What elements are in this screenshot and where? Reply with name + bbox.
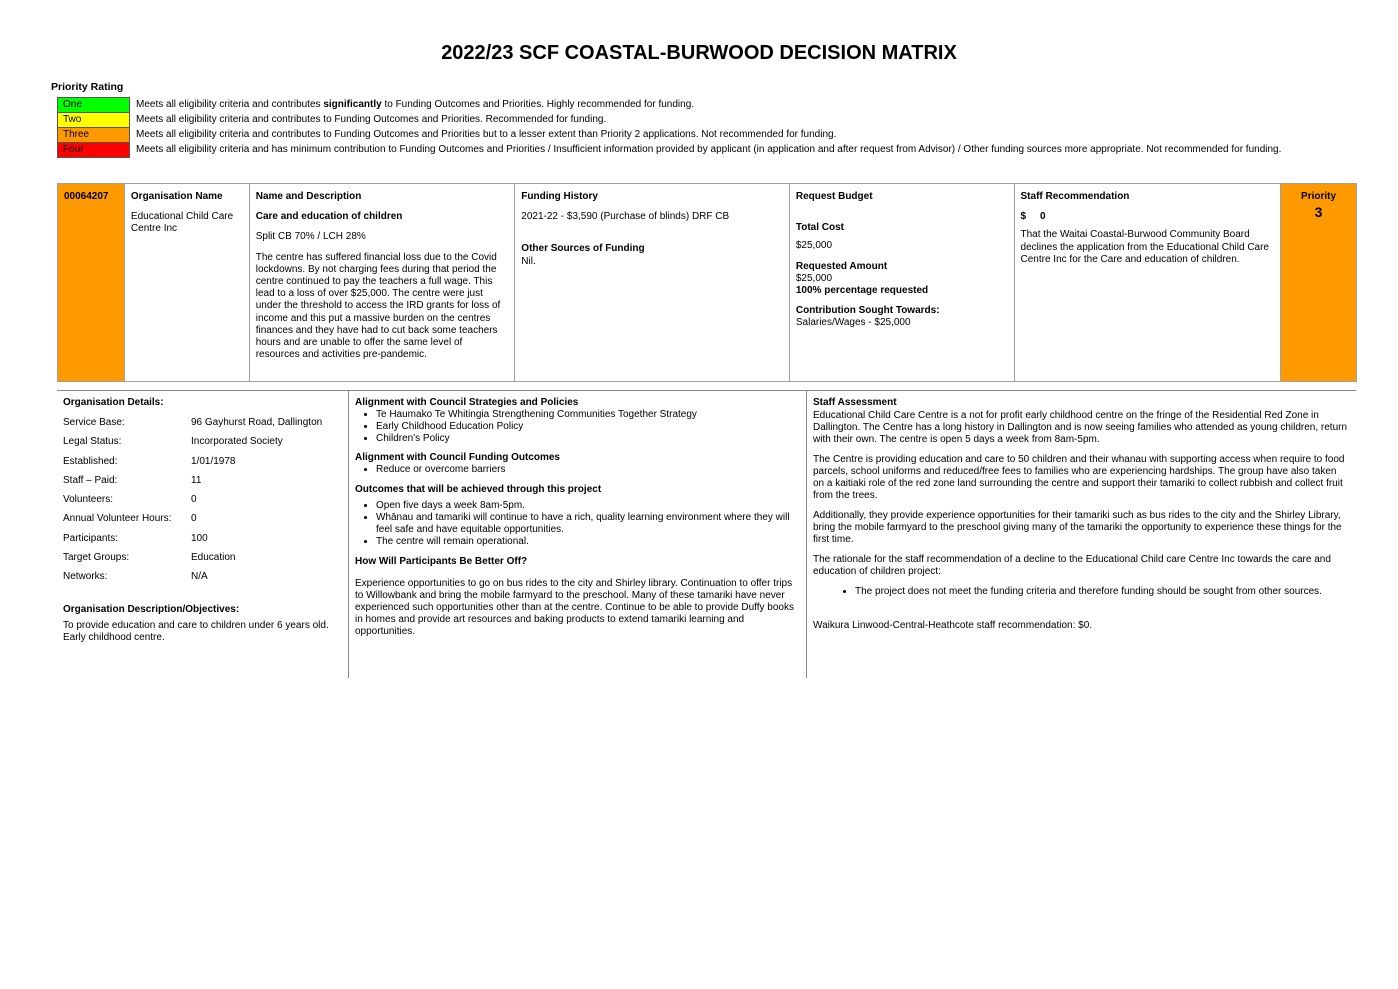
organisation-description-heading: Organisation Description/Objectives: — [63, 603, 240, 615]
percentage-requested: 100% percentage requested — [795, 285, 929, 297]
application-id: 00064207 — [64, 191, 109, 202]
staff-recommendation-text: That the Waitai Coastal-Burwood Community Board declines the application from the Educational Child Care Centre Inc for the Care and education of children. — [1020, 229, 1269, 265]
priority-rating-heading: Priority Rating — [51, 81, 124, 93]
detail-row: Established: 1/01/1978 — [63, 455, 236, 467]
page-title: 2022/23 SCF COASTAL-BURWOOD DECISION MATRIX — [441, 42, 957, 64]
request-budget-cell — [790, 184, 1015, 381]
detail-row: Networks: N/A — [63, 571, 208, 583]
contribution-label: Contribution Sought Towards: — [795, 305, 940, 317]
funding-history-cell — [515, 184, 790, 381]
list-item: • Reduce or overcome barriers — [376, 464, 800, 476]
priority-desc-two: Meets all eligibility criteria and contributes to Funding Outcomes and Priorities. Recommended for funding. — [136, 113, 607, 125]
staff-recommendation-amount: $ 0 — [1020, 211, 1046, 223]
other-sources: Nil. — [521, 255, 536, 267]
priority-value: 3 — [1314, 204, 1323, 221]
funding-history-header: Funding History — [521, 191, 598, 202]
staff-recommendation-header: Staff Recommendation — [1020, 191, 1130, 202]
details-section — [57, 390, 1356, 678]
strategies-list — [355, 409, 800, 445]
list-item: • The centre will remain operational. — [376, 536, 800, 548]
request-budget-header: Request Budget — [795, 191, 873, 202]
list-item: • Early Childhood Education Policy — [376, 421, 800, 433]
detail-row: Annual Volunteer Hours: 0 — [63, 513, 197, 525]
project-name: Care and education of children — [255, 211, 403, 223]
detail-row: Volunteers: 0 — [63, 494, 197, 506]
organisation-description: To provide education and care to children under 6 years old. Early childhood centre. — [63, 619, 329, 643]
list-item: • Children's Policy — [376, 433, 800, 445]
organisation-details-heading: Organisation Details: — [63, 397, 164, 408]
priority-desc-three: Meets all eligibility criteria and contributes to Funding Outcomes and Priorities but to a lesser extent than Priority 2 applications. Not recommended for funding. — [136, 128, 837, 140]
name-description-cell — [250, 184, 516, 381]
contribution-value: Salaries/Wages - $25,000 — [795, 317, 911, 329]
detail-row: Service Base: 96 Gayhurst Road, Dallington — [63, 417, 323, 428]
staff-recommendation-cell — [1015, 184, 1282, 381]
funding-outcomes-list — [355, 464, 800, 476]
detail-row: Participants: 100 — [63, 532, 208, 544]
priority-rating-legend — [57, 97, 1322, 158]
staff-assessment-panel — [807, 390, 1356, 678]
detail-row: Target Groups: Education — [63, 552, 236, 564]
total-cost: $25,000 — [795, 240, 833, 252]
assessment-final-recommendation: Waikura Linwood-Central-Heathcote staff recommendation: $0. — [813, 620, 1093, 631]
assessment-paragraph: Educational Child Care Centre is a not for profit early childhood centre on the fringe of the Residential Red Zone in Dallington. The Centre has a long history in Dallington and is now seeing families who attended as young children, return with their own. The centre is open 5 days a week from 8am-5pm. — [813, 410, 1348, 445]
name-description-header: Name and Description — [255, 191, 362, 202]
project-description: The centre has suffered financial loss due to the Covid lockdowns. By not charging fees during that period the centre continued to pay the teachers a full wage. This lead to a loss of over $25,000. The centre were just under the threshold to access the IRD grants for loss of income and this put a massive burden on the centres finances and they have had to cut back some teachers hours and are unable to offer the same level of resources and activities pre-pandemic. — [255, 251, 501, 361]
priority-swatch-two: Two — [58, 113, 130, 128]
assessment-paragraph: Additionally, they provide experience opportunities for their tamariki such as bus rides to the city and the Shirley Library, bring the mobile farmyard to the preschool giving many of the tamariki the opportunity to experience these things for the first time. — [813, 510, 1342, 545]
priority-swatch-three: Three — [58, 128, 130, 143]
list-item: • Open five days a week 8am-5pm. — [376, 500, 800, 512]
organisation-name: Educational Child Care Centre Inc — [130, 211, 234, 235]
requested-amount-label: Requested Amount — [795, 260, 888, 272]
organisation-name-header: Organisation Name — [130, 191, 223, 202]
funding-history: 2021-22 - $3,590 (Purchase of blinds) DRF CB — [521, 211, 730, 223]
total-cost-label: Total Cost — [795, 222, 845, 234]
list-item: • Te Haumako Te Whitingia Strengthening Communities Together Strategy — [376, 409, 800, 421]
better-off-text: Experience opportunities to go on bus rides to the city and Shirley library. Continuation to offer trips to Willowbank and bring the mobile farmyard to the preschool. Many of these tamariki have never experienced such opportunities other than at the centre. Continue to be able to provide Duffy books in homes and provide art resources and baking products to extend tamariki learning and opportunities. — [355, 578, 794, 637]
priority-swatch-one: One — [58, 98, 130, 113]
project-outcomes-heading: Outcomes that will be achieved through this project — [355, 484, 602, 495]
detail-row: Staff – Paid: 11 — [63, 474, 202, 486]
priority-level-one — [58, 98, 1322, 113]
list-item: • Whānau and tamariki will continue to have a rich, quality learning environment where they will feel safe and have equitable opportunities. — [376, 512, 800, 536]
organisation-name-cell — [125, 184, 250, 381]
assessment-bullets — [813, 586, 1350, 598]
priority-level-four — [58, 143, 1322, 158]
strategies-heading: Alignment with Council Strategies and Policies — [355, 397, 579, 408]
priority-desc-four: Meets all eligibility criteria and has minimum contribution to Funding Outcomes and Priorities / Insufficient information provided by applicant (in application and after request from Advisor) / Other funding sources more appropriate. Not recommended for funding. — [136, 143, 1282, 155]
priority-header: Priority — [1301, 191, 1337, 202]
staff-assessment-heading: Staff Assessment — [813, 397, 897, 408]
requested-amount: $25,000 — [795, 272, 833, 284]
alignment-panel — [349, 390, 807, 678]
better-off-heading: How Will Participants Be Better Off? — [355, 556, 528, 567]
funding-outcomes-heading: Alignment with Council Funding Outcomes — [355, 452, 560, 463]
priority-cell — [1281, 184, 1356, 381]
priority-desc-one: Meets all eligibility criteria and contributes significantly to Funding Outcomes and Priorities. Highly recommended for funding. — [136, 98, 695, 110]
priority-swatch-four: Four — [58, 143, 130, 158]
application-id-cell — [58, 184, 125, 381]
priority-level-two — [58, 113, 1322, 128]
priority-level-three — [58, 128, 1322, 143]
decision-matrix-row — [57, 183, 1357, 382]
list-item: • The project does not meet the funding criteria and therefore funding should be sought from other sources. — [855, 586, 1350, 598]
assessment-paragraph: The rationale for the staff recommendation of a decline to the Educational Child care Centre Inc towards the care and education of children project: — [813, 554, 1331, 577]
funding-split: Split CB 70% / LCH 28% — [255, 231, 366, 243]
other-sources-header: Other Sources of Funding — [521, 243, 645, 255]
project-outcomes-list — [355, 500, 800, 548]
assessment-paragraph: The Centre is providing education and care to 50 children and their whanau with supporting access when require to food parcels, school uniforms and reduced/free fees to families who are experiencing hardships. The group have also taken on a kaitiaki role of the red zone land surrounding the centre and support their tamariki to collect rubbish and collect fruit from the trees. — [813, 454, 1345, 501]
organisation-details-list — [63, 413, 342, 587]
organisation-details-panel — [57, 390, 349, 678]
detail-row: Legal Status: Incorporated Society — [63, 436, 283, 448]
